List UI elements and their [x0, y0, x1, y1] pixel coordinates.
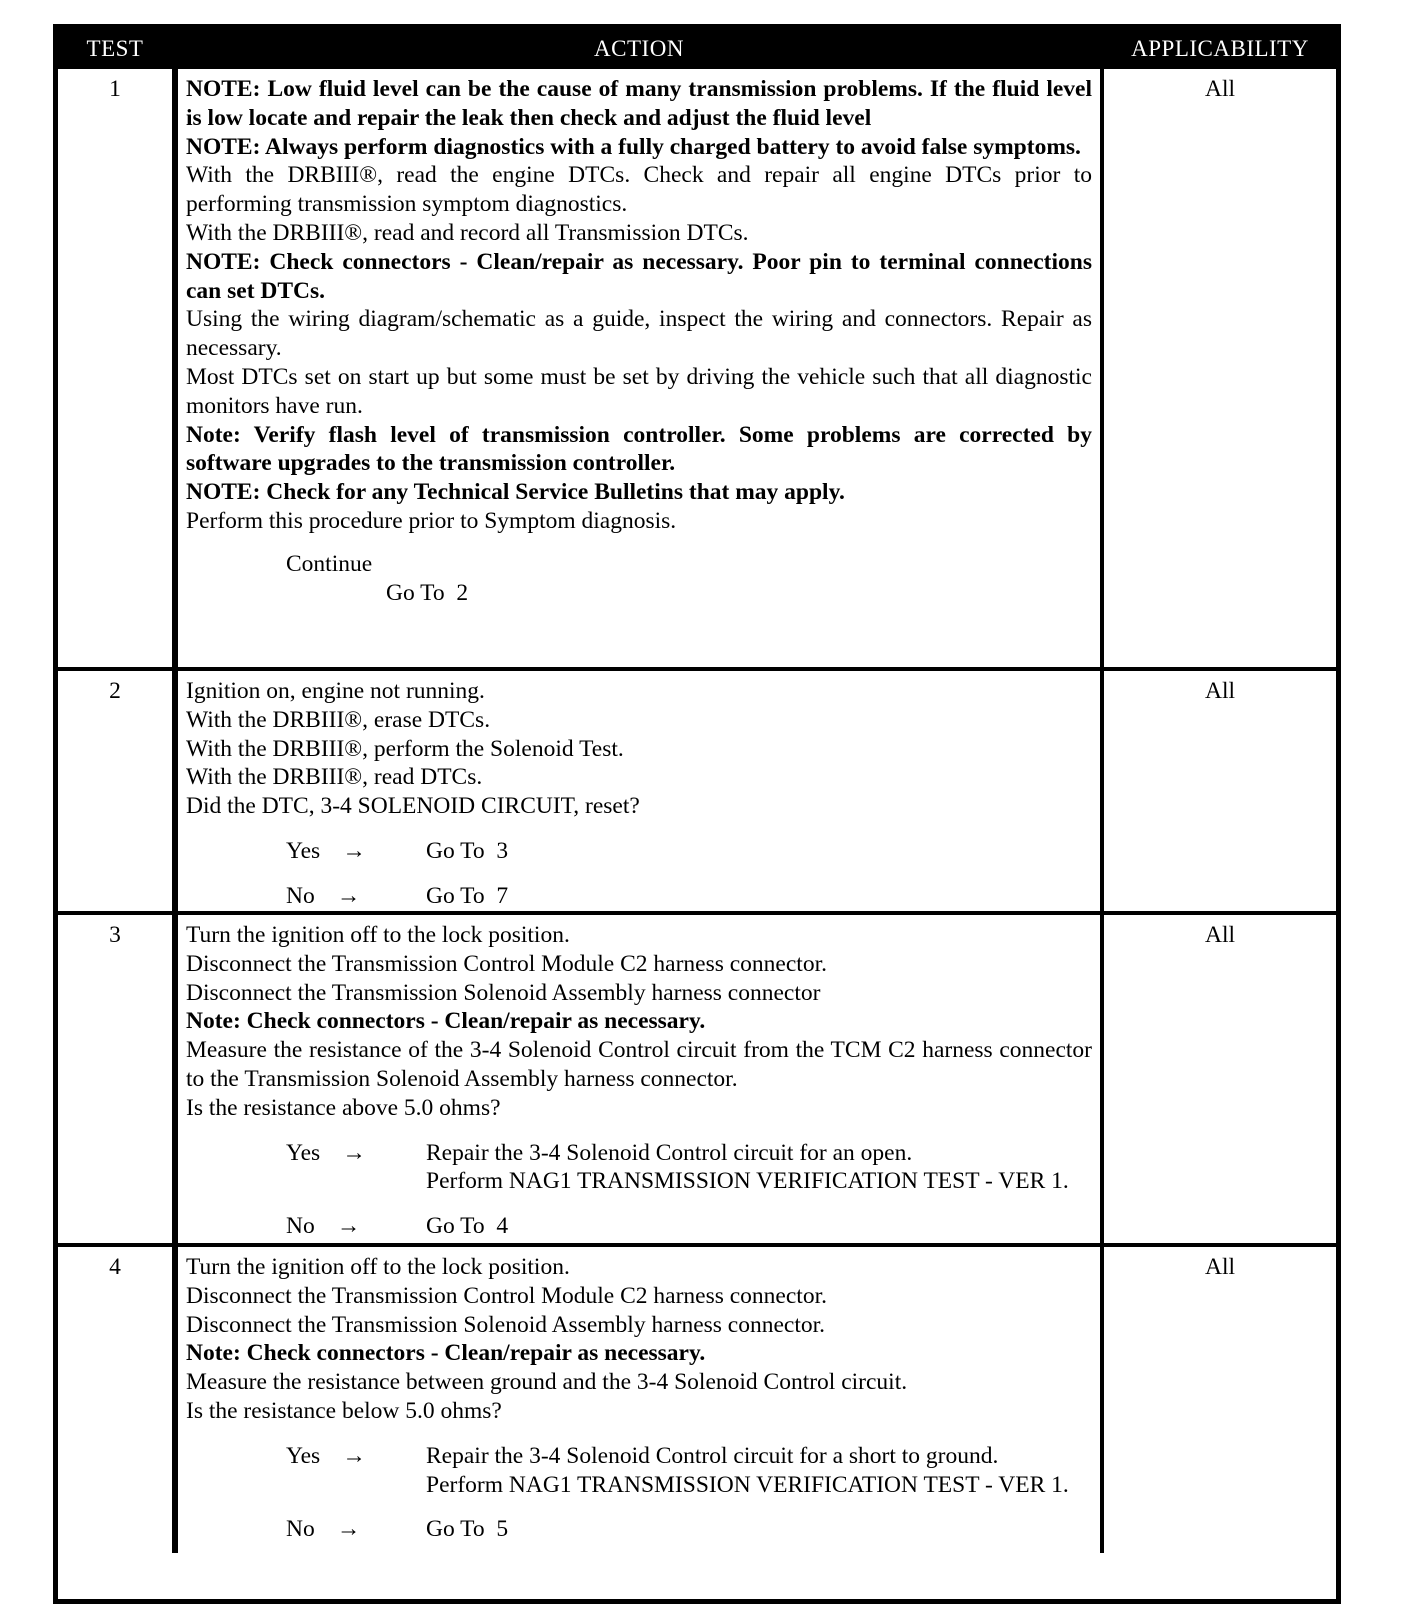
continue-branch [186, 550, 1092, 608]
action-note: NOTE: Low fluid level can be the cause of many transmission problems. If the fluid level is low locate and repair the leak then check and adjust the fluid level [186, 76, 1092, 131]
answer-label: No [286, 882, 315, 909]
action-cell [178, 667, 1100, 911]
arrow-right-icon: → [342, 837, 366, 864]
action-step: Measure the resistance between ground and the 3-4 Solenoid Control circuit. [186, 1369, 908, 1396]
action-step: Turn the ignition off to the lock position. [186, 1254, 570, 1280]
action-step: With the DRBIII®, read the engine DTCs. Check and repair all engine DTCs prior to performing transmission symptom diagnostics. [186, 162, 1092, 218]
test-number: 4 [58, 1243, 172, 1553]
continue-label: Continue [286, 550, 373, 577]
goto-link[interactable]: Go To 7 [426, 882, 509, 909]
action-step: Ignition on, engine not running. [186, 678, 485, 704]
header-action: ACTION [178, 29, 1100, 69]
header-applicability: APPLICABILITY [1104, 29, 1336, 69]
action-step: Most DTCs set on start up but some must be set by driving the vehicle such that all diagnostic monitors have run. [186, 363, 1092, 419]
branch-result [386, 837, 1092, 866]
branch-result [386, 1515, 1092, 1544]
arrow-right-icon: → [336, 1213, 361, 1240]
action-note: NOTE: Check connectors - Clean/repair as necessary. Poor pin to terminal connections can set DTCs. [186, 248, 1092, 304]
answer-branch-yes [186, 1139, 1092, 1197]
branch-label [186, 837, 386, 866]
answer-branch-no [186, 882, 1092, 911]
answer-label: Yes [286, 1442, 321, 1469]
branch-label [186, 882, 386, 911]
answer-branch-no [186, 1515, 1092, 1544]
result-text: Perform NAG1 TRANSMISSION VERIFICATION TEST - VER 1. [426, 1168, 1069, 1195]
action-cell [178, 911, 1100, 1243]
answer-branch-no [186, 1212, 1092, 1241]
action-step: Disconnect the Transmission Solenoid Assembly harness connector [186, 979, 821, 1006]
test-number: 3 [58, 911, 172, 1243]
answer-branch-yes [186, 1442, 1092, 1500]
answer-label: No [286, 1516, 315, 1543]
goto-link[interactable]: Go To 2 [386, 579, 469, 606]
action-step: Turn the ignition off to the lock position. [186, 922, 570, 948]
action-note: NOTE: Always perform diagnostics with a fully charged battery to avoid false symptoms. [186, 133, 1081, 160]
goto-link[interactable]: Go To 4 [426, 1213, 509, 1240]
answer-label: Yes [286, 837, 321, 864]
action-step: Disconnect the Transmission Control Module C2 harness connector. [186, 950, 827, 977]
action-step: Is the resistance above 5.0 ohms? [186, 1094, 501, 1121]
goto-link[interactable]: Go To 5 [426, 1516, 509, 1543]
answer-label: Yes [286, 1139, 321, 1166]
answer-label: No [286, 1213, 315, 1240]
header-test: TEST [58, 29, 172, 69]
action-step: With the DRBIII®, read DTCs. [186, 764, 483, 791]
branch-label [186, 1515, 386, 1544]
action-note: Note: Verify flash level of transmission controller. Some problems are corrected by software upgrades to the transmission controller. [186, 421, 1092, 477]
action-step: Did the DTC, 3-4 SOLENOID CIRCUIT, reset? [186, 793, 640, 820]
branch-result [386, 1442, 1092, 1500]
arrow-right-icon: → [336, 882, 361, 909]
branch-label [186, 1212, 386, 1241]
arrow-right-icon: → [342, 1442, 366, 1469]
test-number: 1 [109, 76, 121, 102]
action-step: With the DRBIII®, read and record all Transmission DTCs. [186, 219, 749, 246]
applicability-cell: All [1104, 911, 1336, 1243]
result-text: Perform NAG1 TRANSMISSION VERIFICATION TEST - VER 1. [426, 1471, 1069, 1498]
action-step: Disconnect the Transmission Control Module C2 harness connector. [186, 1282, 827, 1309]
action-step: With the DRBIII®, perform the Solenoid Test. [186, 735, 624, 762]
branch-label [186, 1139, 386, 1197]
action-step: Measure the resistance of the 3-4 Solenoid Control circuit from the TCM C2 harness connector to the Transmission Solenoid Assembly harness connector. [186, 1037, 1092, 1092]
action-step: Is the resistance below 5.0 ohms? [186, 1397, 502, 1424]
answer-branch-yes [186, 837, 1092, 866]
action-step: Disconnect the Transmission Solenoid Assembly harness connector. [186, 1311, 826, 1338]
result-text: Repair the 3-4 Solenoid Control circuit for a short to ground. [426, 1442, 999, 1469]
branch-result [386, 1139, 1092, 1197]
branch-result [386, 1212, 1092, 1241]
applicability-cell: All [1104, 667, 1336, 911]
branch-label [186, 1442, 386, 1500]
arrow-right-icon: → [342, 1139, 366, 1166]
action-cell [178, 1243, 1100, 1553]
action-note: Note: Check connectors - Clean/repair as necessary. [186, 1008, 706, 1035]
action-cell [178, 69, 1100, 667]
test-number: 2 [58, 667, 172, 911]
applicability-cell: All [1204, 76, 1236, 102]
applicability-cell: All [1104, 1243, 1336, 1553]
goto-link[interactable]: Go To 3 [426, 837, 509, 864]
branch-result [386, 882, 1092, 911]
action-step: With the DRBIII®, erase DTCs. [186, 706, 491, 733]
action-step: Perform this procedure prior to Symptom diagnosis. [186, 507, 677, 534]
action-step: Using the wiring diagram/schematic as a guide, inspect the wiring and connectors. Repair as necessary. [186, 306, 1092, 362]
diagnostic-table [53, 24, 1341, 1604]
action-note: NOTE: Check for any Technical Service Bulletins that may apply. [186, 479, 845, 506]
action-note: Note: Check connectors - Clean/repair as necessary. [186, 1340, 706, 1367]
result-text: Repair the 3-4 Solenoid Control circuit for an open. [426, 1139, 913, 1166]
arrow-right-icon: → [336, 1516, 361, 1543]
